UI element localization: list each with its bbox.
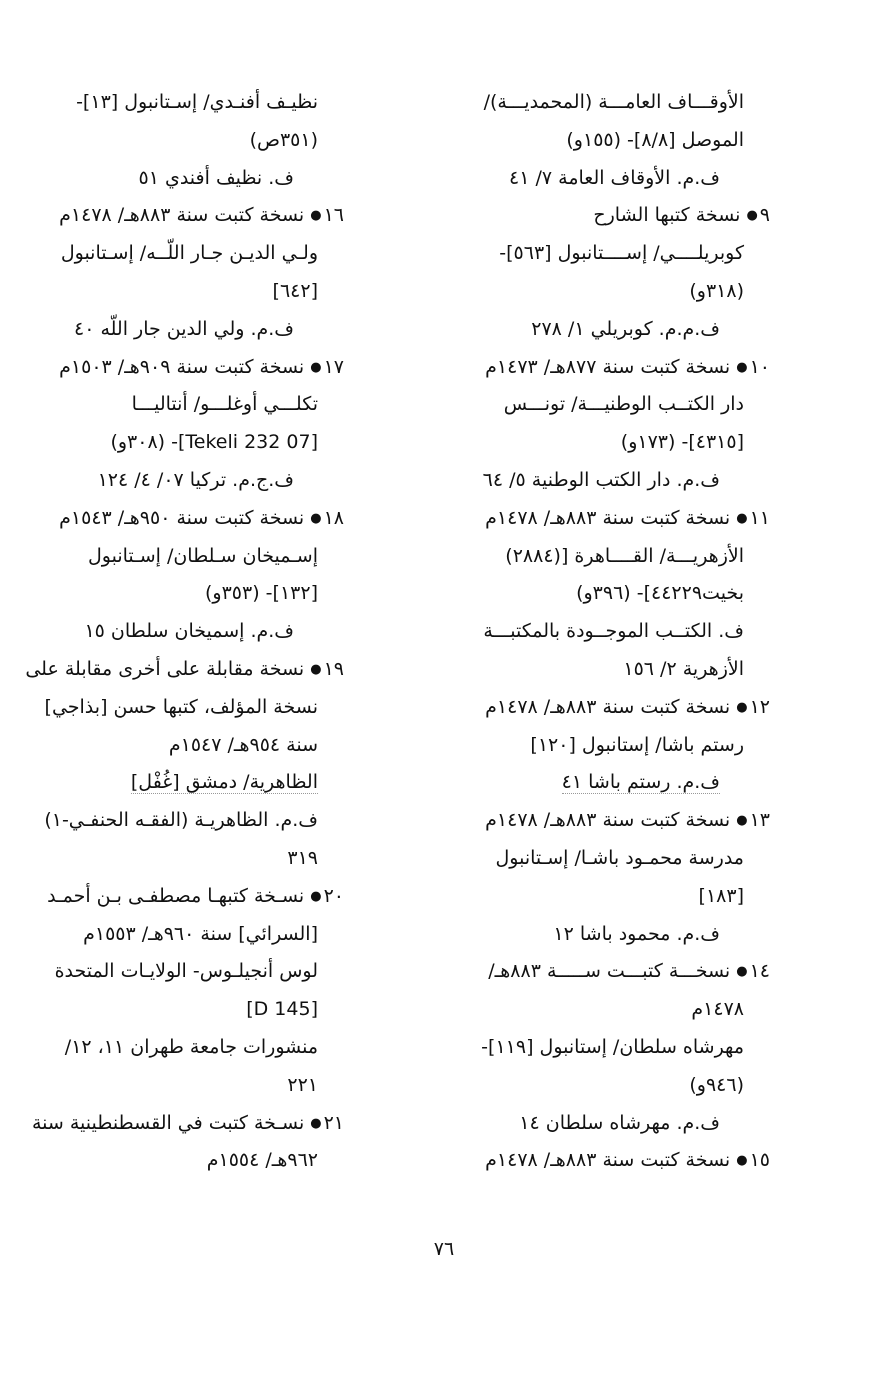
bullet-icon [304,204,321,226]
text-line [52,575,344,613]
line-text: ف. الكتــب الموجــودة بالمكتبـــة [483,620,744,643]
line-text: نسخة كتبت سنة ٨٨٣هـ/ ١٤٧٨م [485,695,731,718]
text-line [440,311,770,349]
text-line [440,462,770,500]
bullet-icon [304,885,321,907]
line-text: [١٨٣] [698,884,744,907]
text-line [52,1029,344,1067]
line-text: [السرائي] سنة ٩٦٠هـ/ ١٥٥٣م [83,922,318,945]
line-text: [٤٣١٥]- (١٧٣و) [620,431,744,454]
text-line [52,462,344,500]
text-line [440,764,770,802]
bullet-icon [304,658,321,680]
text-line [440,991,770,1029]
bullet-icon [304,356,321,378]
entry-number: ١٤ [749,960,770,983]
text-line [440,613,770,651]
line-text: ولـي الديـن جـار اللّــه/ إسـتانبول [60,242,318,265]
line-text: لوس أنجيلـوس- الولايـات المتحدة [54,960,318,983]
text-line [440,953,770,991]
text-line [440,840,770,878]
line-text: الموصل [٨/٨]- (١٥٥و) [566,128,744,151]
line-text: ف. نظيف أفندي ٥١ [138,166,294,189]
text-line [52,613,344,651]
text-line [440,916,770,954]
text-line [440,197,770,235]
text-line [440,424,770,462]
text-line [52,840,344,878]
text-line [52,311,344,349]
line-text: سنة ٩٥٤هـ/ ١٥٤٧م [168,733,318,756]
bullet-icon [740,204,757,226]
text-line [440,538,770,576]
entry-number: ١٥ [749,1149,770,1172]
text-line [52,916,344,954]
entry-number: ٢٠ [323,884,344,907]
text-line [52,197,344,235]
line-text: ف.م. ولي الدين جار اللّه ٤٠ [73,317,294,340]
bullet-icon [304,1112,321,1134]
line-text: ف.م. محمود باشا ١٢ [553,922,720,945]
text-line [440,689,770,727]
line-text: (٣١٨و) [689,279,744,302]
text-line [440,84,770,122]
line-text: ف.م. مهرشاه سلطان ١٤ [519,1111,720,1134]
entry-number: ٢١ [323,1111,344,1134]
line-text: [07 Tekeli 232]- (٣٠٨و) [110,431,318,454]
bullet-icon [730,356,747,378]
line-text: ف.م. الأوقاف العامة ٧/ ٤١ [509,166,720,189]
entry-number: ١٠ [749,355,770,378]
text-line [440,1029,770,1067]
line-text: ف.م.م. كوبريلي ١/ ٢٧٨ [531,317,720,340]
line-text: نسخة كتبت سنة ٨٨٣هـ/ ١٤٧٨م [485,809,731,832]
line-text: ف.م. دار الكتب الوطنية ٥/ ٦٤ [482,468,720,491]
text-line [52,349,344,387]
bullet-icon [730,507,747,529]
text-line [52,538,344,576]
line-text: نسـخة كتبت في القسطنطينية سنة [31,1111,305,1134]
text-line [52,1067,344,1105]
page-number: ٧٦ [433,1238,455,1260]
line-text: مهرشاه سلطان/ إستانبول [١١٩]- [481,1035,744,1058]
line-text: ف.ج.م. تركيا ٠٧/ ٤/ ١٢٤ [97,468,294,491]
bullet-icon [304,507,321,529]
text-line [440,235,770,273]
bullet-icon [730,696,747,718]
text-line [440,802,770,840]
text-line [52,727,344,765]
line-text: رستم باشا/ إستانبول [١٢٠] [530,733,744,756]
line-text: الأزهريـــة/ القــــاهرة [(٢٨٨٤) [505,544,744,567]
text-line [52,764,344,802]
text-line [52,122,344,160]
text-line [52,953,344,991]
line-text: ١٤٧٨م [691,998,744,1021]
entry-number: ٩ [759,204,770,227]
line-text: ف.م. رستم باشا ٤١ [561,771,720,794]
text-line [440,878,770,916]
text-line [52,273,344,311]
line-text: الظاهرية/ دمشق [غُفْل] [130,771,318,794]
text-line [440,1142,770,1180]
line-text: منشورات جامعة طهران ١١، ١٢/ [64,1035,318,1058]
line-text: تكلـــي أوغلـــو/ أنتاليـــا [131,393,318,416]
bullet-icon [730,809,747,831]
line-text: ف.م. الظاهريـة (الفقـه الحنفـي-١) [44,809,318,832]
line-text: الأوقـــاف العامـــة (المحمديـــة)/ [483,91,744,113]
line-text: ٣١٩ [287,846,318,869]
line-text: نسخة مقابلة على أخرى مقابلة على [25,657,305,680]
text-line [52,84,344,122]
text-line [440,160,770,198]
text-line [440,122,770,160]
line-text: [D 145] [246,998,318,1021]
text-line [440,1105,770,1143]
line-text: (٩٤٦و) [689,1073,744,1096]
text-line [440,727,770,765]
line-text: إسـميخان سـلطان/ إسـتانبول [87,544,318,567]
line-text: نسخـــة كتبـــت ســـــة ٨٨٣هـ/ [488,960,731,983]
line-text: ٢٢١ [287,1073,318,1096]
line-text: (٣٥١ص) [249,128,318,151]
text-line [440,500,770,538]
text-line [31,1105,344,1143]
text-line [52,160,344,198]
text-line [52,500,344,538]
text-line [25,651,344,689]
line-text: [٦٤٢] [272,279,318,302]
text-line [52,424,344,462]
text-line [440,1067,770,1105]
line-text: ف.م. إسميخان سلطان ١٥ [84,620,294,643]
text-line [52,386,344,424]
bullet-icon [730,1149,747,1171]
text-line [52,235,344,273]
line-text: نسخة المؤلف، كتبها حسن [بذاجي] [44,695,318,718]
line-text: نسخة كتبت سنة ٩٠٩هـ/ ١٥٠٣م [59,355,305,378]
line-text: مدرسة محمـود باشـا/ إسـتانبول [495,846,744,869]
text-line [440,386,770,424]
entry-number: ١٧ [323,355,344,378]
entry-number: ١١ [749,506,770,529]
line-text: ٩٦٢هـ/ ١٥٥٤م [206,1149,318,1172]
line-text: نسخة كتبها الشارح [593,204,741,227]
text-line [52,991,344,1029]
text-line [440,651,770,689]
entry-number: ١٩ [323,657,344,680]
line-text: دار الكتــب الوطنيـــة/ تونـــس [503,393,744,416]
entry-number: ١٢ [749,695,770,718]
line-text: نسخة كتبت سنة ٩٥٠هـ/ ١٥٤٣م [59,506,305,529]
text-line [47,878,344,916]
text-line [440,273,770,311]
line-text: نسخة كتبت سنة ٨٧٧هـ/ ١٤٧٣م [485,355,731,378]
line-text: نسخة كتبت سنة ٨٨٣هـ/ ١٤٧٨م [485,1149,731,1172]
entry-number: ١٣ [749,809,770,832]
line-text: كوبريلــــي/ إســــتانبول [٥٦٣]- [499,242,744,265]
line-text: نظيـف أفنـدي/ إسـتانبول [١٣]- [76,91,318,113]
line-text: بخيت٤٤٢٢٩]- (٣٩٦و) [576,582,744,605]
text-line [52,1142,344,1180]
text-line [440,349,770,387]
text-line [44,689,344,727]
line-text: نسخة كتبت سنة ٨٨٣هـ/ ١٤٧٨م [59,204,305,227]
bullet-icon [730,960,747,982]
text-line [440,575,770,613]
line-text: نسخة كتبت سنة ٨٨٣هـ/ ١٤٧٨م [485,506,731,529]
left-column [25,84,344,1180]
line-text: [١٣٢]- (٣٥٣و) [205,582,318,605]
right-column [440,84,770,1180]
line-text: نسـخة كتبهـا مصطفـى بـن أحمـد [47,884,305,907]
text-line [44,802,344,840]
line-text: الأزهرية ٢/ ١٥٦ [623,657,744,680]
entry-number: ١٨ [323,506,344,529]
entry-number: ١٦ [323,204,344,227]
